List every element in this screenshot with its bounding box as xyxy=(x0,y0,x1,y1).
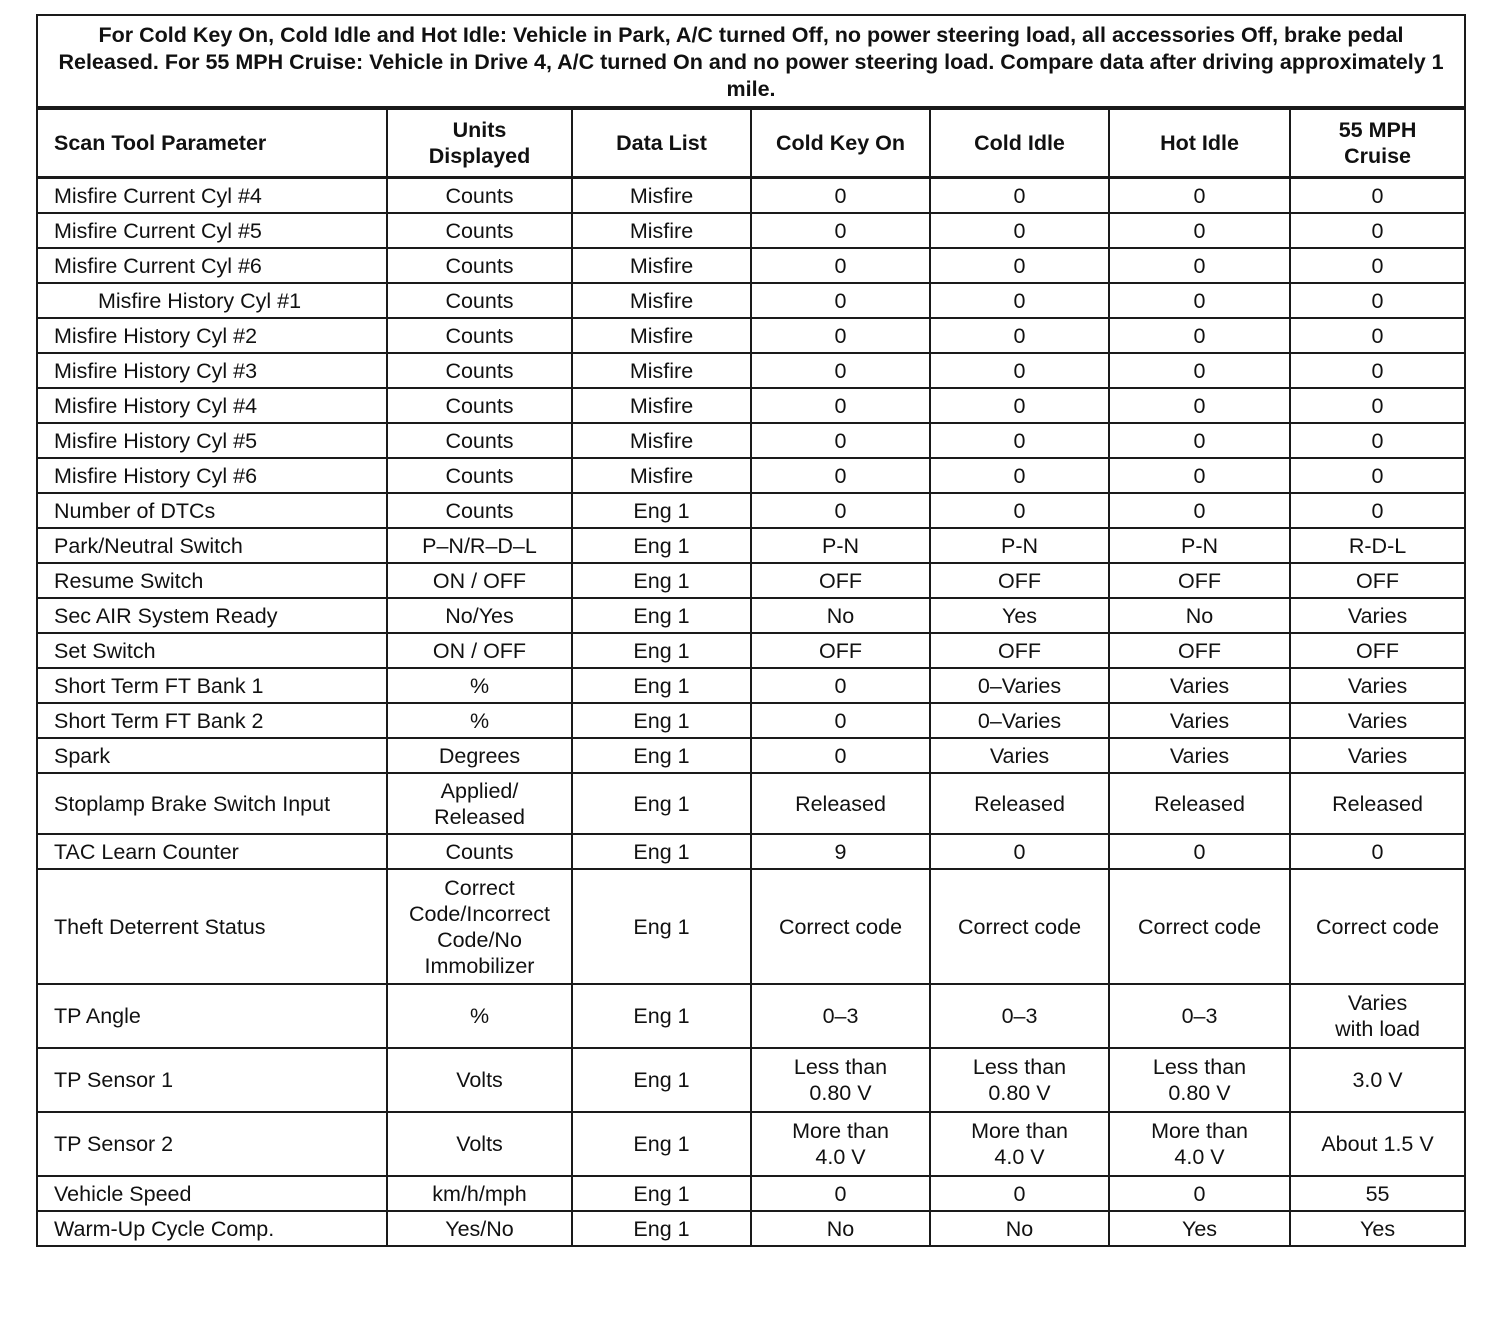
cell-parameter: Vehicle Speed xyxy=(37,1176,387,1211)
cell-parameter: Number of DTCs xyxy=(37,493,387,528)
cell-cold-idle: 0 xyxy=(930,353,1109,388)
cell-units: Counts xyxy=(387,423,572,458)
cell-cold-key-on: No xyxy=(751,598,930,633)
cell-data-list: Eng 1 xyxy=(572,834,751,869)
cell-cold-key-on: P-N xyxy=(751,528,930,563)
cell-cruise: 0 xyxy=(1290,353,1465,388)
cell-cold-idle: 0 xyxy=(930,318,1109,353)
cell-cold-key-on: OFF xyxy=(751,563,930,598)
cell-hot-idle: 0 xyxy=(1109,493,1290,528)
cell-cold-idle: 0–Varies xyxy=(930,703,1109,738)
cell-units: Counts xyxy=(387,458,572,493)
cell-hot-idle: Varies xyxy=(1109,738,1290,773)
cell-hot-idle: Less than 0.80 V xyxy=(1109,1048,1290,1112)
cell-data-list: Eng 1 xyxy=(572,1112,751,1176)
cell-units: Yes/No xyxy=(387,1211,572,1246)
cell-data-list: Eng 1 xyxy=(572,1211,751,1246)
cell-data-list: Eng 1 xyxy=(572,633,751,668)
cell-parameter: Short Term FT Bank 1 xyxy=(37,668,387,703)
cell-cold-key-on: 0 xyxy=(751,283,930,318)
cell-hot-idle: Correct code xyxy=(1109,869,1290,984)
cell-cruise: Correct code xyxy=(1290,869,1465,984)
cell-hot-idle: Released xyxy=(1109,773,1290,834)
cell-parameter: TAC Learn Counter xyxy=(37,834,387,869)
table-row xyxy=(37,598,1465,633)
cell-hot-idle: No xyxy=(1109,598,1290,633)
cell-parameter: Misfire Current Cyl #6 xyxy=(37,248,387,283)
cell-parameter: Misfire Current Cyl #5 xyxy=(37,213,387,248)
cell-cold-idle: 0 xyxy=(930,388,1109,423)
cell-hot-idle: OFF xyxy=(1109,633,1290,668)
cell-cruise: 0 xyxy=(1290,283,1465,318)
cell-cold-idle: Released xyxy=(930,773,1109,834)
cell-cold-idle: OFF xyxy=(930,563,1109,598)
cell-hot-idle: Varies xyxy=(1109,703,1290,738)
cell-cold-key-on: 0 xyxy=(751,1176,930,1211)
table-row xyxy=(37,633,1465,668)
cell-cruise: Released xyxy=(1290,773,1465,834)
cell-parameter: Short Term FT Bank 2 xyxy=(37,703,387,738)
cell-cruise: About 1.5 V xyxy=(1290,1112,1465,1176)
cell-cruise: 0 xyxy=(1290,458,1465,493)
cell-cold-key-on: 0 xyxy=(751,248,930,283)
cell-cold-key-on: 0 xyxy=(751,423,930,458)
table-row xyxy=(37,353,1465,388)
cell-cold-key-on: 0 xyxy=(751,493,930,528)
cell-hot-idle: 0 xyxy=(1109,213,1290,248)
cell-cold-key-on: 0 xyxy=(751,353,930,388)
header-data-list: Data List xyxy=(572,108,751,178)
header-parameter: Scan Tool Parameter xyxy=(37,108,387,178)
cell-units: Counts xyxy=(387,283,572,318)
cell-data-list: Eng 1 xyxy=(572,1048,751,1112)
cell-cold-idle: No xyxy=(930,1211,1109,1246)
cell-cold-key-on: 0 xyxy=(751,178,930,214)
cell-data-list: Eng 1 xyxy=(572,528,751,563)
cell-cold-key-on: Released xyxy=(751,773,930,834)
cell-cold-key-on: 0 xyxy=(751,668,930,703)
table-row xyxy=(37,1211,1465,1246)
data-table xyxy=(36,14,1466,1247)
cell-hot-idle: 0–3 xyxy=(1109,984,1290,1048)
cell-hot-idle: 0 xyxy=(1109,318,1290,353)
cell-cruise: 0 xyxy=(1290,248,1465,283)
cell-hot-idle: 0 xyxy=(1109,388,1290,423)
cell-parameter: Misfire History Cyl #6 xyxy=(37,458,387,493)
cell-parameter: Theft Deterrent Status xyxy=(37,869,387,984)
cell-data-list: Misfire xyxy=(572,213,751,248)
cell-cold-idle: 0 xyxy=(930,834,1109,869)
table-row xyxy=(37,703,1465,738)
cell-cold-key-on: 0–3 xyxy=(751,984,930,1048)
cell-data-list: Eng 1 xyxy=(572,773,751,834)
header-hot-idle: Hot Idle xyxy=(1109,108,1290,178)
cell-cruise: R-D-L xyxy=(1290,528,1465,563)
cell-cruise: OFF xyxy=(1290,633,1465,668)
cell-cold-idle: 0 xyxy=(930,493,1109,528)
table-row xyxy=(37,388,1465,423)
cell-parameter: Misfire History Cyl #5 xyxy=(37,423,387,458)
cell-units: Counts xyxy=(387,318,572,353)
cell-units: Degrees xyxy=(387,738,572,773)
cell-units: Applied/ Released xyxy=(387,773,572,834)
cell-data-list: Eng 1 xyxy=(572,563,751,598)
cell-data-list: Misfire xyxy=(572,353,751,388)
cell-cruise: 0 xyxy=(1290,493,1465,528)
cell-data-list: Eng 1 xyxy=(572,1176,751,1211)
cell-cruise: Varies xyxy=(1290,738,1465,773)
cell-cold-idle: 0 xyxy=(930,458,1109,493)
cell-cold-key-on: OFF xyxy=(751,633,930,668)
cell-cold-idle: 0 xyxy=(930,1176,1109,1211)
cell-hot-idle: Varies xyxy=(1109,668,1290,703)
table-row xyxy=(37,869,1465,984)
cell-cold-idle: 0–3 xyxy=(930,984,1109,1048)
cell-cruise: Varies with load xyxy=(1290,984,1465,1048)
cell-hot-idle: More than 4.0 V xyxy=(1109,1112,1290,1176)
cell-units: Volts xyxy=(387,1048,572,1112)
cell-data-list: Misfire xyxy=(572,423,751,458)
cell-parameter: Misfire History Cyl #3 xyxy=(37,353,387,388)
cell-data-list: Eng 1 xyxy=(572,598,751,633)
cell-cold-idle: Varies xyxy=(930,738,1109,773)
cell-parameter: Park/Neutral Switch xyxy=(37,528,387,563)
cell-cold-idle: More than 4.0 V xyxy=(930,1112,1109,1176)
cell-data-list: Eng 1 xyxy=(572,738,751,773)
cell-cruise: 0 xyxy=(1290,423,1465,458)
table-row xyxy=(37,493,1465,528)
cell-units: ON / OFF xyxy=(387,563,572,598)
cell-data-list: Misfire xyxy=(572,458,751,493)
cell-parameter: Spark xyxy=(37,738,387,773)
cell-cold-key-on: 0 xyxy=(751,703,930,738)
cell-parameter: Misfire History Cyl #2 xyxy=(37,318,387,353)
cell-cold-idle: OFF xyxy=(930,633,1109,668)
cell-cruise: Varies xyxy=(1290,668,1465,703)
cell-units: ON / OFF xyxy=(387,633,572,668)
cell-hot-idle: 0 xyxy=(1109,1176,1290,1211)
cell-cruise: 55 xyxy=(1290,1176,1465,1211)
table-row xyxy=(37,984,1465,1048)
table-row xyxy=(37,213,1465,248)
cell-cold-idle: P-N xyxy=(930,528,1109,563)
cell-units: Counts xyxy=(387,353,572,388)
cell-units: km/h/mph xyxy=(387,1176,572,1211)
table-row xyxy=(37,668,1465,703)
table-row xyxy=(37,563,1465,598)
cell-units: Counts xyxy=(387,388,572,423)
table-row xyxy=(37,178,1465,214)
table-row xyxy=(37,834,1465,869)
cell-parameter: Stoplamp Brake Switch Input xyxy=(37,773,387,834)
cell-units: Counts xyxy=(387,178,572,214)
header-cruise: 55 MPH Cruise xyxy=(1290,108,1465,178)
cell-hot-idle: P-N xyxy=(1109,528,1290,563)
cell-hot-idle: 0 xyxy=(1109,423,1290,458)
cell-cruise: Yes xyxy=(1290,1211,1465,1246)
table-row xyxy=(37,1112,1465,1176)
cell-hot-idle: Yes xyxy=(1109,1211,1290,1246)
table-row xyxy=(37,773,1465,834)
header-cold-key-on: Cold Key On xyxy=(751,108,930,178)
cell-cold-idle: Correct code xyxy=(930,869,1109,984)
cell-units: % xyxy=(387,668,572,703)
cell-units: Counts xyxy=(387,834,572,869)
cell-units: No/Yes xyxy=(387,598,572,633)
cell-parameter: TP Sensor 2 xyxy=(37,1112,387,1176)
table-row xyxy=(37,738,1465,773)
cell-data-list: Eng 1 xyxy=(572,703,751,738)
table-row xyxy=(37,283,1465,318)
cell-cold-key-on: 0 xyxy=(751,213,930,248)
cell-parameter: Misfire History Cyl #4 xyxy=(37,388,387,423)
cell-hot-idle: 0 xyxy=(1109,178,1290,214)
cell-parameter: TP Sensor 1 xyxy=(37,1048,387,1112)
cell-cold-key-on: 0 xyxy=(751,388,930,423)
cell-cold-idle: 0 xyxy=(930,178,1109,214)
cell-units: Volts xyxy=(387,1112,572,1176)
cell-data-list: Eng 1 xyxy=(572,493,751,528)
cell-cold-key-on: 0 xyxy=(751,318,930,353)
cell-cruise: 0 xyxy=(1290,178,1465,214)
cell-units: Counts xyxy=(387,213,572,248)
cell-data-list: Eng 1 xyxy=(572,984,751,1048)
cell-data-list: Eng 1 xyxy=(572,668,751,703)
cell-units: % xyxy=(387,703,572,738)
cell-hot-idle: 0 xyxy=(1109,458,1290,493)
cell-parameter: TP Angle xyxy=(37,984,387,1048)
cell-cruise: 0 xyxy=(1290,318,1465,353)
cell-cruise: 0 xyxy=(1290,834,1465,869)
cell-cold-idle: Less than 0.80 V xyxy=(930,1048,1109,1112)
cell-parameter: Set Switch xyxy=(37,633,387,668)
scan-tool-data-table xyxy=(36,14,1464,1247)
cell-cold-idle: Yes xyxy=(930,598,1109,633)
cell-cold-key-on: More than 4.0 V xyxy=(751,1112,930,1176)
cell-hot-idle: 0 xyxy=(1109,353,1290,388)
cell-parameter: Sec AIR System Ready xyxy=(37,598,387,633)
table-row xyxy=(37,1048,1465,1112)
cell-cold-key-on: 0 xyxy=(751,738,930,773)
cell-cruise: Varies xyxy=(1290,703,1465,738)
table-row xyxy=(37,248,1465,283)
cell-cruise: Varies xyxy=(1290,598,1465,633)
cell-parameter: Warm-Up Cycle Comp. xyxy=(37,1211,387,1246)
cell-data-list: Misfire xyxy=(572,248,751,283)
table-row xyxy=(37,1176,1465,1211)
cell-cold-key-on: Less than 0.80 V xyxy=(751,1048,930,1112)
cell-data-list: Misfire xyxy=(572,178,751,214)
cell-cold-idle: 0 xyxy=(930,423,1109,458)
header-row xyxy=(37,108,1465,178)
header-units: Units Displayed xyxy=(387,108,572,178)
cell-hot-idle: OFF xyxy=(1109,563,1290,598)
cell-data-list: Misfire xyxy=(572,388,751,423)
cell-cold-key-on: 0 xyxy=(751,458,930,493)
cell-units: Correct Code/Incorrect Code/No Immobilizer xyxy=(387,869,572,984)
cell-parameter: Misfire Current Cyl #4 xyxy=(37,178,387,214)
cell-cold-idle: 0 xyxy=(930,248,1109,283)
cell-cold-idle: 0 xyxy=(930,283,1109,318)
cell-cruise: 0 xyxy=(1290,388,1465,423)
table-row xyxy=(37,423,1465,458)
table-row xyxy=(37,528,1465,563)
cell-units: Counts xyxy=(387,493,572,528)
cell-cold-idle: 0 xyxy=(930,213,1109,248)
cell-cruise: 3.0 V xyxy=(1290,1048,1465,1112)
cell-cold-key-on: 9 xyxy=(751,834,930,869)
cell-hot-idle: 0 xyxy=(1109,834,1290,869)
cell-cruise: 0 xyxy=(1290,213,1465,248)
header-cold-idle: Cold Idle xyxy=(930,108,1109,178)
cell-units: Counts xyxy=(387,248,572,283)
cell-hot-idle: 0 xyxy=(1109,248,1290,283)
cell-units: P–N/R–D–L xyxy=(387,528,572,563)
cell-cold-idle: 0–Varies xyxy=(930,668,1109,703)
cell-data-list: Misfire xyxy=(572,318,751,353)
cell-data-list: Misfire xyxy=(572,283,751,318)
cell-hot-idle: 0 xyxy=(1109,283,1290,318)
cell-parameter: Misfire History Cyl #1 xyxy=(37,283,387,318)
cell-cruise: OFF xyxy=(1290,563,1465,598)
table-row xyxy=(37,458,1465,493)
cell-data-list: Eng 1 xyxy=(572,869,751,984)
table-row xyxy=(37,318,1465,353)
cell-units: % xyxy=(387,984,572,1048)
conditions-note: For Cold Key On, Cold Idle and Hot Idle: Vehicle in Park, A/C turned Off, no power steering load, all accessories Off, brake pedal Released. For 55 MPH Cruise: Vehicle in Drive 4, A/C turned On and no power steering load. Compare data after driving approximately 1 mile. xyxy=(37,15,1465,108)
cell-cold-key-on: Correct code xyxy=(751,869,930,984)
cell-cold-key-on: No xyxy=(751,1211,930,1246)
cell-parameter: Resume Switch xyxy=(37,563,387,598)
